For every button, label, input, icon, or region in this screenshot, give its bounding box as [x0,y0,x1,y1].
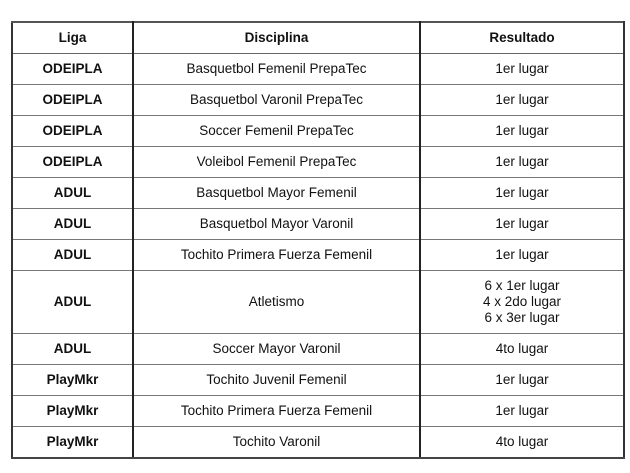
resultado-line: 1er lugar [495,216,549,231]
resultado-line: 1er lugar [495,403,549,418]
cell-resultado [420,396,624,427]
column-header-liga: Liga [12,22,133,54]
table-row [12,334,624,365]
cell-disciplina: Voleibol Femenil PrepaTec [133,147,420,178]
cell-disciplina: Tochito Juvenil Femenil [133,365,420,396]
table-row [12,116,624,147]
table-row [12,365,624,396]
cell-resultado [420,178,624,209]
table-body [12,54,624,459]
cell-resultado [420,147,624,178]
table-row [12,147,624,178]
resultado-line: 4 x 2do lugar [482,294,562,309]
cell-disciplina: Soccer Mayor Varonil [133,334,420,365]
cell-resultado [420,240,624,271]
cell-disciplina: Tochito Primera Fuerza Femenil [133,240,420,271]
table-row [12,396,624,427]
cell-disciplina: Soccer Femenil PrepaTec [133,116,420,147]
resultado-line: 6 x 3er lugar [484,310,560,325]
cell-disciplina: Tochito Primera Fuerza Femenil [133,396,420,427]
column-header-resultado: Resultado [420,22,624,54]
resultado-line: 1er lugar [495,61,549,76]
resultado-line: 1er lugar [495,123,549,138]
resultado-line: 1er lugar [495,185,549,200]
cell-disciplina: Basquetbol Varonil PrepaTec [133,85,420,116]
cell-liga: ADUL [12,178,133,209]
cell-liga: PlayMkr [12,396,133,427]
cell-liga: ADUL [12,240,133,271]
cell-resultado [420,334,624,365]
table-row [12,427,624,459]
table-row [12,240,624,271]
cell-liga: ODEIPLA [12,116,133,147]
cell-disciplina: Basquetbol Mayor Varonil [133,209,420,240]
cell-resultado [420,427,624,459]
cell-disciplina: Basquetbol Femenil PrepaTec [133,54,420,85]
resultado-line: 4to lugar [495,434,549,449]
resultado-line: 1er lugar [495,92,549,107]
cell-liga: ADUL [12,209,133,240]
table-header-row [12,22,624,54]
resultado-line: 6 x 1er lugar [484,278,560,293]
resultado-line: 1er lugar [495,154,549,169]
results-table [11,21,625,459]
cell-resultado [420,54,624,85]
cell-resultado [420,271,624,334]
cell-resultado [420,365,624,396]
table-row [12,178,624,209]
resultado-line: 4to lugar [495,341,549,356]
cell-disciplina: Tochito Varonil [133,427,420,459]
cell-liga: ADUL [12,271,133,334]
table-row [12,85,624,116]
cell-liga: ODEIPLA [12,147,133,178]
cell-disciplina: Atletismo [133,271,420,334]
cell-liga: ODEIPLA [12,85,133,116]
cell-resultado [420,85,624,116]
column-header-disciplina: Disciplina [133,22,420,54]
resultado-line: 1er lugar [495,372,549,387]
table-row [12,271,624,334]
table-row [12,209,624,240]
cell-resultado [420,209,624,240]
cell-liga: ADUL [12,334,133,365]
cell-disciplina: Basquetbol Mayor Femenil [133,178,420,209]
cell-liga: ODEIPLA [12,54,133,85]
cell-liga: PlayMkr [12,365,133,396]
table-row [12,54,624,85]
resultado-line: 1er lugar [495,247,549,262]
cell-liga: PlayMkr [12,427,133,459]
cell-resultado [420,116,624,147]
